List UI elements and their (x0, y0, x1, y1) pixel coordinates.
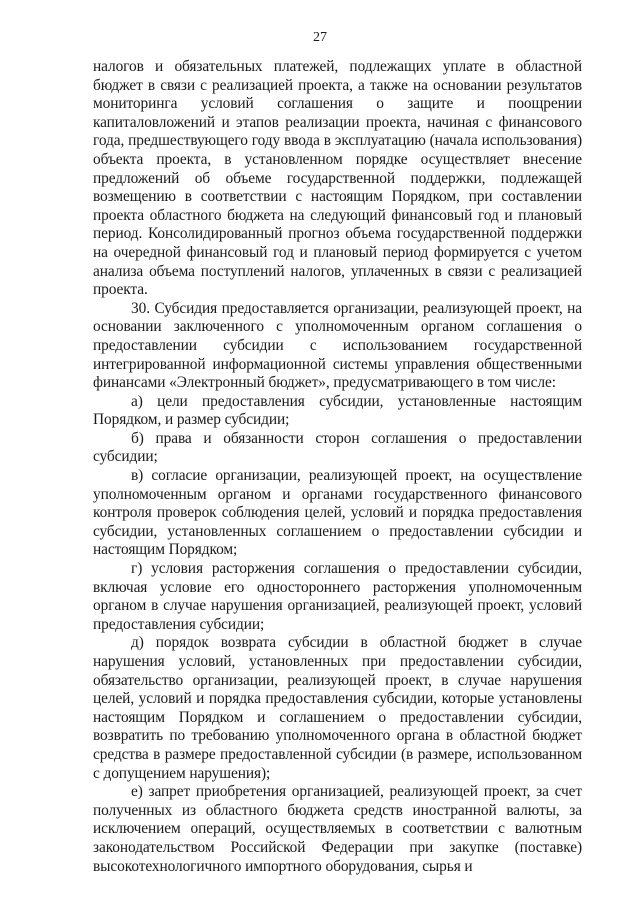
paragraph-continuation: налогов и обязательных платежей, подлежащих уплате в областной бюджет в связи с реализацией проекта, а также на основании результатов мониторинга условий соглашения о защите и поощрении капиталовложений и этапов реализации проекта, начиная с финансового года, предшествующего году ввода в эксплуатацию (начала использования) объекта проекта, в установленном порядке осуществляет внесение предложений об объеме государственной поддержки, подлежащей возмещению в соответствии с настоящим Порядком, при составлении проекта областного бюджета на следующий финансовый год и плановый период. Консолидированный прогноз объема государственной поддержки на очередной финансовый год и плановый период формируется с учетом анализа объема поступлений налогов, уплаченных в связи с реализацией проекта. (93, 58, 582, 299)
document-body (93, 58, 582, 876)
list-item-a: а) цели предоставления субсидии, установленные настоящим Порядком, и размер субсидии; (93, 392, 582, 429)
list-item-b: б) права и обязанности сторон соглашения о предоставлении субсидии; (93, 429, 582, 466)
page-number: 27 (313, 30, 327, 45)
list-item-e: е) запрет приобретения организацией, реализующей проект, за счет полученных из областного бюджета средств иностранной валюты, за исключением операций, осуществляемых в соответствии с валютным законодательством Российской Федерации при закупке (поставке) высокотехнологичного импортного оборудования, сырья и (93, 783, 582, 875)
list-item-v: в) согласие организации, реализующей проект, на осуществление уполномоченным органом и органами государственного финансового контроля проверок соблюдения целей, условий и порядка предоставления субсидии, установленных соглашением о предоставлении субсидии и настоящим Порядком; (93, 467, 582, 559)
list-item-d: д) порядок возврата субсидии в областной бюджет в случае нарушения условий, установленных при предоставлении субсидии, обязательство организации, реализующей проект, в случае нарушения целей, условий и порядка предоставления субсидии, которые установлены настоящим Порядком и соглашением о предоставлении субсидии, возвратить по требованию уполномоченного органа в областной бюджет средства в размере предоставленной субсидии (в размере, использованном с допущением нарушения); (93, 634, 582, 782)
paragraph-item-30: 30. Субсидия предоставляется организации, реализующей проект, на основании заключенного с уполномоченным органом соглашения о предоставлении субсидии с использованием государственной интегрированной информационной системы управления общественными финансами «Электронный бюджет», предусматривающего в том числе: (93, 299, 582, 392)
list-item-g: г) условия расторжения соглашения о предоставлении субсидии, включая условие его одностороннего расторжения уполномоченным органом в случае нарушения организацией, реализующей проект, условий предоставления субсидии; (93, 560, 582, 633)
